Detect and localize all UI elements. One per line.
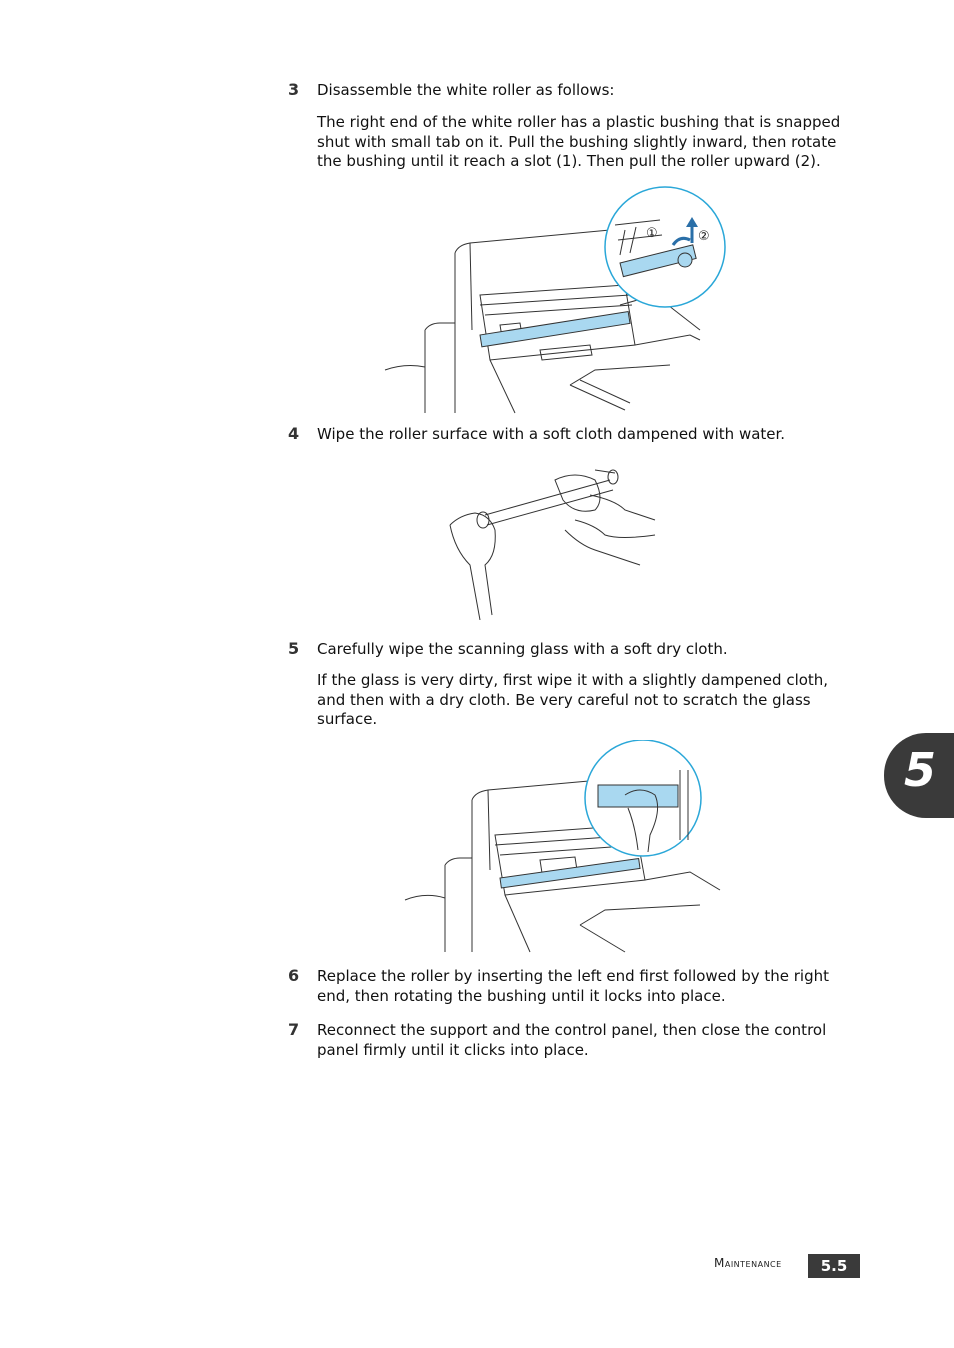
step-text: Wipe the roller surface with a soft cloth dampened with water. [317,425,786,443]
chapter-number: 5 [904,743,937,797]
step-number: 7 [288,1020,300,1039]
chapter-tab [884,733,954,818]
step-number: 4 [288,424,300,443]
step-number: 5 [288,639,300,658]
step-number: 3 [288,80,300,99]
footer-page-number: 5.5 [808,1254,860,1278]
glass-wiping-illustration [400,740,730,955]
step-text: Carefully wipe the scanning glass with a soft dry cloth. [317,640,728,658]
roller-removal-illustration [380,185,730,415]
step-text: Disassemble the white roller as follows: [317,81,615,99]
step-detail: If the glass is very dirty, first wipe it with a slightly dampened cloth, and then with a dry cloth. Be very careful not to scratch the glass surface. [317,671,829,729]
callout-1: ① [646,226,658,241]
step-detail: The right end of the white roller has a plastic bushing that is snapped shut with small tab on it. Pull the bushing slightly inward, then rotate the bushing until it reach a slot (1). Then pull the roller upward (2). [317,113,841,171]
roller-wiping-illustration [445,455,665,620]
step-text: Reconnect the support and the control panel, then close the control panel firmly until it clicks into place. [317,1021,827,1059]
callout-2: ② [698,229,710,244]
step-text: Replace the roller by inserting the left end first followed by the right end, then rotating the bushing until it locks into place. [317,967,829,1005]
footer-section-label: Maintenance [714,1256,782,1270]
step-number: 6 [288,966,300,985]
